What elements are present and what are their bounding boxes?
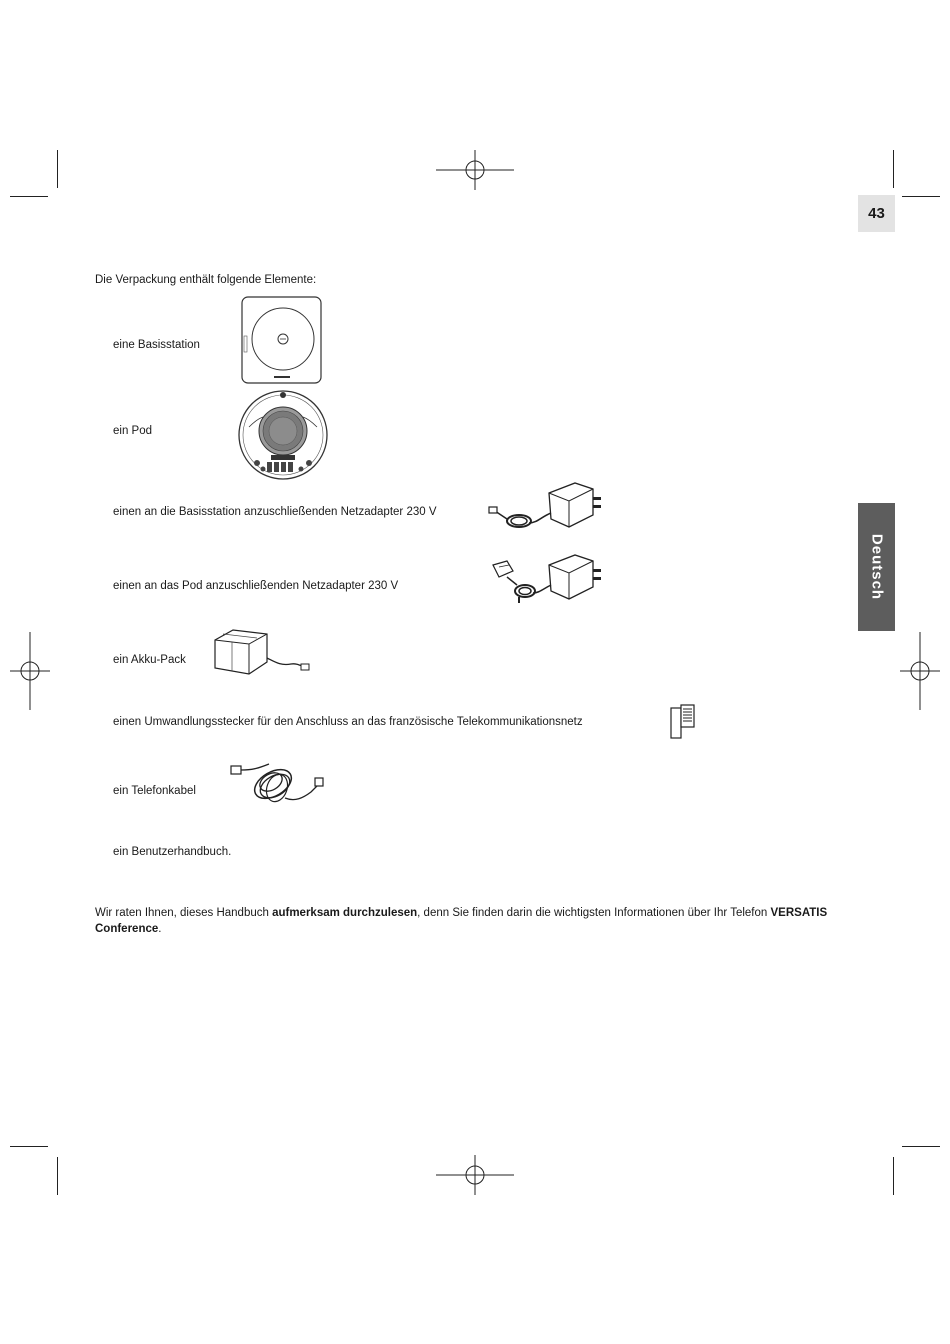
intro-text: Die Verpackung enthält folgende Elemente: [95,274,317,286]
registration-mark-left [10,632,50,710]
item-label-pod: ein Pod [113,425,153,437]
footer-text-2: , denn Sie finden darin die wichtigsten Informationen über Ihr Telefon [417,907,771,919]
item-label-plug-adapter: einen Umwandlungsstecker für den Anschluss an das französische Telekommunikationsnetz [113,716,583,728]
item-label-pod-adapter: einen an das Pod anzuschließenden Netzadapter 230 V [113,580,399,592]
item-label-base-station: eine Basisstation [113,339,200,351]
footer-text-1: Wir raten Ihnen, dieses Handbuch [95,907,273,919]
phone-cable-illustration [229,758,329,816]
footer-text-3: . [158,923,162,935]
footer-bold-1: aufmerksam durchzulesen [272,907,418,919]
battery-pack-illustration [209,628,311,680]
registration-mark-bottom [436,1155,514,1195]
language-tab-label: Deutsch [868,533,885,601]
item-label-base-adapter: einen an die Basisstation anzuschließenden Netzadapter 230 V [113,506,437,518]
page-number: 43 [858,195,895,232]
pod-adapter-illustration [489,553,605,607]
item-label-phone-cable: ein Telefonkabel [113,785,196,797]
footer-bold-2: VERSATIS Conference [95,907,828,935]
pod-illustration [237,389,329,481]
footer-paragraph [95,905,855,937]
registration-mark-top [436,150,514,190]
item-label-battery-pack: ein Akku-Pack [113,654,186,666]
base-adapter-illustration [489,479,605,535]
plug-adapter-illustration [670,704,696,740]
item-label-manual: ein Benutzerhandbuch. [113,846,232,858]
base-station-illustration [241,296,322,384]
language-tab[interactable] [858,503,895,631]
registration-mark-right [900,632,940,710]
